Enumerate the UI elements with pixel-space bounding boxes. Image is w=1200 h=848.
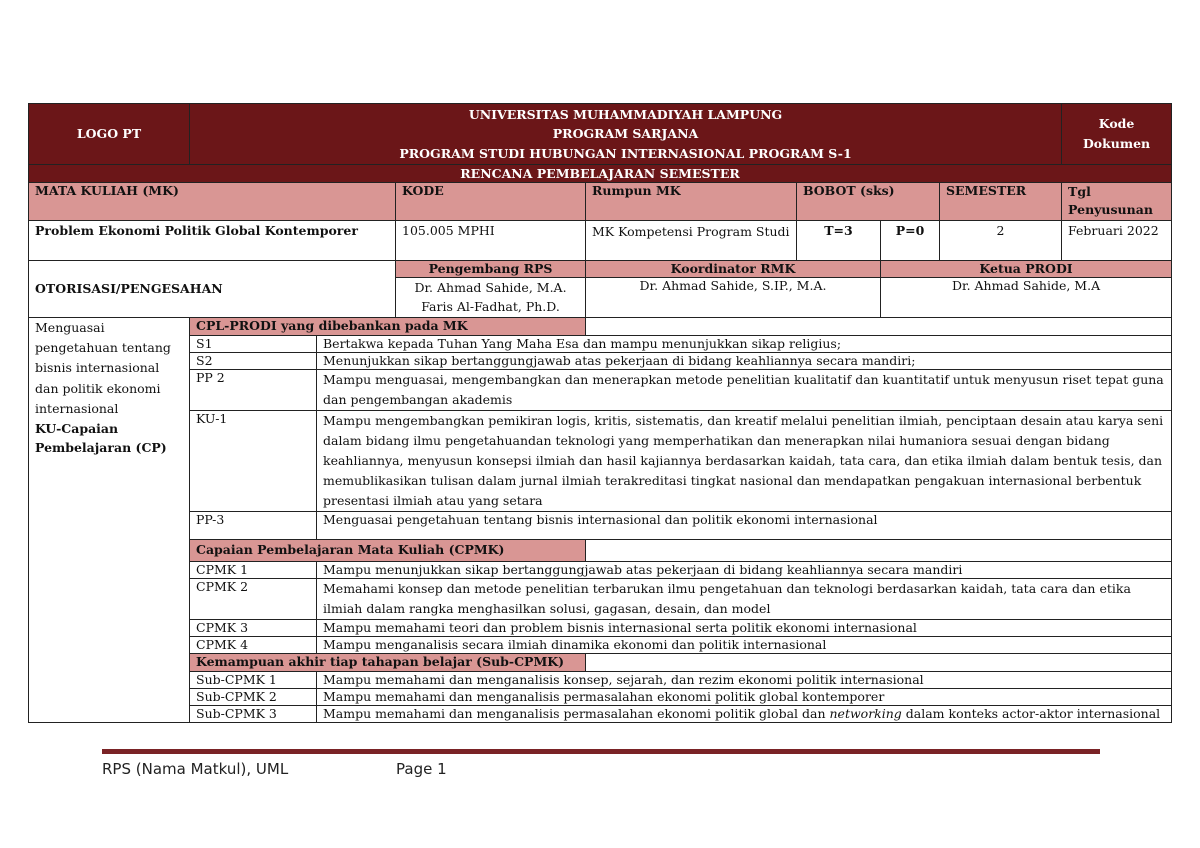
bobot-t: T=3 [797, 221, 881, 261]
cpl-heading-row [29, 317, 1172, 335]
table-row [29, 688, 1172, 705]
subtitle-row [29, 165, 1172, 183]
logo-cell: LOGO PT [29, 104, 190, 165]
cpl-text: Menunjukkan sikap bertanggungjawab atas pekerjaan di bidang keahliannya secara mandiri; [317, 352, 1172, 369]
cpmk-text: Mampu menganalisis secara ilmiah dinamika ekonomi dan politik internasional [317, 636, 1172, 653]
cpmk-text: Memahami konsep dan metode penelitian terbarukan ilmu pengetahuan dan teknologi berdasarkan kaidah, tata cara dan etika ilmiah dalam rangka menghasilkan solusi, gagasan, desain, dan model [317, 578, 1172, 619]
bobot-p: P=0 [881, 221, 940, 261]
subcpmk-heading: Kemampuan akhir tiap tahapan belajar (Sub-CPMK) [190, 653, 586, 671]
subcpmk-text-emphasis: networking [829, 705, 902, 721]
cpmk-text: Mampu memahami teori dan problem bisnis internasional serta politik ekonomi internasional [317, 619, 1172, 636]
authorization-label: OTORISASI/PENGESAHAN [29, 261, 396, 318]
cpmk-code: CPMK 4 [190, 636, 317, 653]
cp-left-column [29, 317, 190, 722]
subcpmk-code: Sub-CPMK 2 [190, 688, 317, 705]
cpmk-code: CPMK 3 [190, 619, 317, 636]
subcpmk-text-before: Mampu memahami dan menganalisis permasalahan ekonomi politik global dan [323, 705, 830, 721]
pengembang-names [396, 278, 586, 318]
table-row [29, 705, 1172, 722]
subcpmk-text [317, 705, 1172, 722]
cpmk-heading: Capaian Pembelajaran Mata Kuliah (CPMK) [190, 539, 586, 561]
cp-left-text: Menguasai pengetahuan tentang bisnis internasional dan politik ekonomi internasional [35, 319, 171, 416]
course-header-row [29, 183, 1172, 221]
subcpmk-text: Mampu memahami dan menganalisis permasalahan ekonomi politik global kontemporer [317, 688, 1172, 705]
cpmk-text: Mampu menunjukkan sikap bertanggungjawab atas pekerjaan di bidang keahliannya secara mandiri [317, 561, 1172, 578]
cpmk-code: CPMK 2 [190, 578, 317, 619]
program-name: PROGRAM SARJANA [552, 126, 699, 142]
pengembang-name-2: Faris Al-Fadhat, Ph.D. [421, 299, 560, 315]
table-row [29, 561, 1172, 578]
table-row [29, 578, 1172, 619]
subcpmk-text-after: dalam konteks actor-aktor internasional [901, 705, 1161, 721]
tgl-header: Tgl Penyusunan [1062, 183, 1172, 221]
pengembang-header: Pengembang RPS [396, 261, 586, 278]
table-row [29, 352, 1172, 369]
footer-page-number: Page 1 [396, 760, 447, 778]
koordinator-header: Koordinator RMK [586, 261, 881, 278]
semester-header: SEMESTER [940, 183, 1062, 221]
table-row [29, 369, 1172, 410]
cpmk-heading-row [29, 539, 1172, 561]
course-rumpun: MK Kompetensi Program Studi [586, 221, 797, 261]
rps-subtitle: RENCANA PEMBELAJARAN SEMESTER [29, 165, 1172, 183]
koordinator-name: Dr. Ahmad Sahide, S.IP., M.A. [586, 278, 881, 318]
rumpun-header: Rumpun MK [586, 183, 797, 221]
subcpmk-code: Sub-CPMK 1 [190, 671, 317, 688]
subcpmk-heading-row [29, 653, 1172, 671]
cpl-heading: CPL-PRODI yang dibebankan pada MK [190, 317, 586, 335]
table-row [29, 410, 1172, 511]
ketua-header: Ketua PRODI [881, 261, 1172, 278]
course-semester: 2 [940, 221, 1062, 261]
cpl-text: Mampu menguasai, mengembangkan dan menerapkan metode penelitian kualitatif dan kuantitatif untuk menyusun riset tepat guna dan pengembangan akademis [317, 369, 1172, 410]
cpl-code: PP 2 [190, 369, 317, 410]
rps-table [28, 103, 1172, 723]
table-row [29, 636, 1172, 653]
cpl-text: Bertakwa kepada Tuhan Yang Maha Esa dan mampu menunjukkan sikap religius; [317, 335, 1172, 352]
cpmk-heading-blank [586, 539, 1172, 561]
cpl-text: Mampu mengembangkan pemikiran logis, kritis, sistematis, dan kreatif melalui penelitian ilmiah, penciptaan desain atau karya seni dalam bidang ilmu pengetahuandan teknologi yang memperhatikan dan menerapkan nilai humaniora sesuai dengan bidang keahliannya, menyusun konsepsi ilmiah dan hasil kajiannya berdasarkan kaidah, tata cara, dan etika ilmiah dalam bentuk tesis, dan memublikasikan tulisan dalam jurnal ilmiah terakreditasi tingkat nasional dan mendapatkan pengakuan internasional berbentuk presentasi ilmiah atau yang setara [317, 410, 1172, 511]
cpl-text: Menguasai pengetahuan tentang bisnis internasional dan politik ekonomi internasional [317, 511, 1172, 539]
pengembang-name-1: Dr. Ahmad Sahide, M.A. [414, 280, 567, 295]
study-program-name: PROGRAM STUDI HUBUNGAN INTERNASIONAL PROGRAM S-1 [399, 145, 852, 161]
subcpmk-text: Mampu memahami dan menganalisis konsep, sejarah, dan rezim ekonomi politik internasional [317, 671, 1172, 688]
footer-divider [102, 749, 1100, 754]
table-row [29, 511, 1172, 539]
course-name: Problem Ekonomi Politik Global Kontemporer [29, 221, 396, 261]
authorization-header-row [29, 261, 1172, 278]
cp-label: KU-Capaian Pembelajaran (CP) [35, 421, 167, 456]
footer-document-label: RPS (Nama Matkul), UML [102, 760, 289, 778]
course-code: 105.005 MPHI [396, 221, 586, 261]
cpl-code: KU-1 [190, 410, 317, 511]
table-row [29, 671, 1172, 688]
course-date: Februari 2022 [1062, 221, 1172, 261]
course-row [29, 221, 1172, 261]
doc-code-cell: Kode Dokumen [1062, 104, 1172, 165]
table-row [29, 335, 1172, 352]
subcpmk-code: Sub-CPMK 3 [190, 705, 317, 722]
cpl-heading-blank [586, 317, 1172, 335]
university-name: UNIVERSITAS MUHAMMADIYAH LAMPUNG [468, 106, 783, 122]
subcpmk-heading-blank [586, 653, 1172, 671]
table-row [29, 619, 1172, 636]
header-row [29, 104, 1172, 165]
cpl-code: PP-3 [190, 511, 317, 539]
mk-header: MATA KULIAH (MK) [29, 183, 396, 221]
cpmk-code: CPMK 1 [190, 561, 317, 578]
cpl-code: S2 [190, 352, 317, 369]
cpl-code: S1 [190, 335, 317, 352]
bobot-header: BOBOT (sks) [797, 183, 940, 221]
institution-title [190, 104, 1062, 165]
kode-header: KODE [396, 183, 586, 221]
ketua-name: Dr. Ahmad Sahide, M.A [881, 278, 1172, 318]
